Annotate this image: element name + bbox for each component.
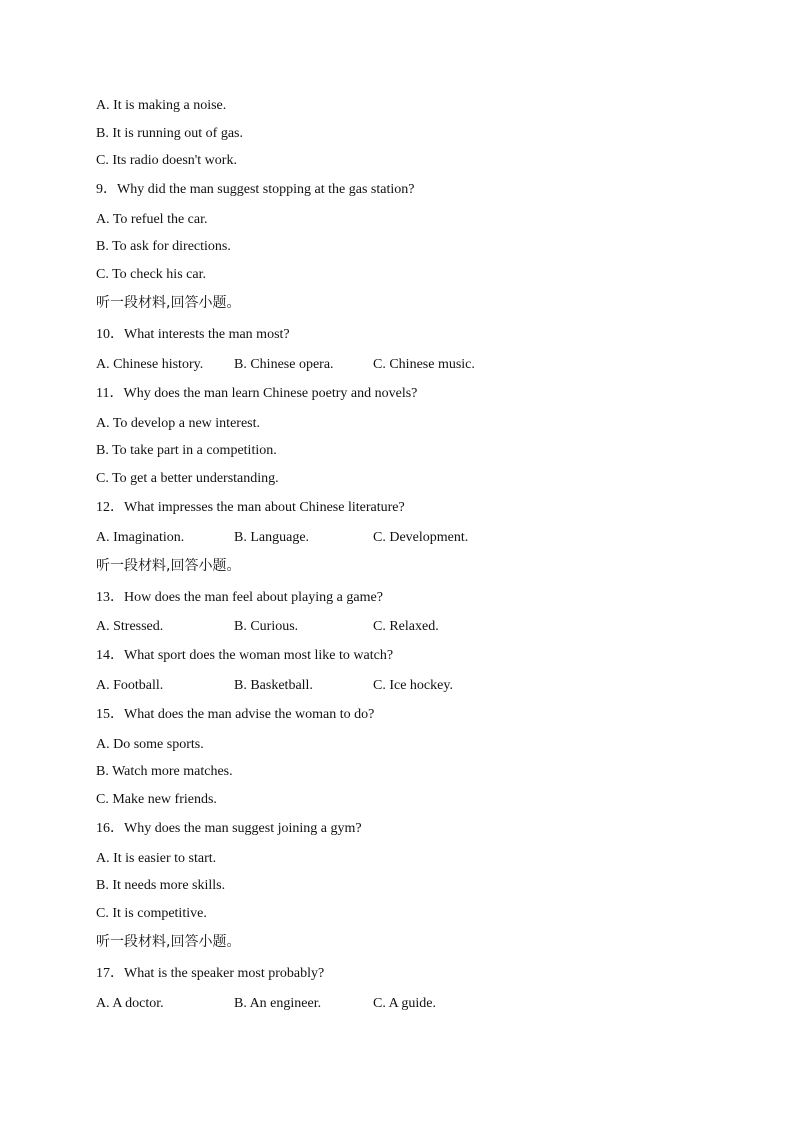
q13-option-a: A. Stressed.: [96, 619, 164, 634]
q12-question: 12．What impresses the man about Chinese literature?: [96, 500, 405, 515]
q12-options: [96, 529, 696, 547]
q16-option-c: C. It is competitive.: [96, 906, 207, 921]
q12-option-c: C. Development.: [373, 530, 469, 545]
q17-option-a: A. A doctor.: [96, 996, 164, 1011]
q13-options: [96, 618, 696, 636]
section-heading: 听一段材料,回答小题。: [96, 934, 241, 950]
q16-option-a: A. It is easier to start.: [96, 851, 217, 866]
q17-option-c: C. A guide.: [373, 996, 437, 1011]
q8-option-c: C. Its radio doesn't work.: [96, 153, 237, 168]
q15-option-c: C. Make new friends.: [96, 792, 217, 807]
q13-question: 13．How does the man feel about playing a game?: [96, 590, 383, 605]
q16-option-b: B. It needs more skills.: [96, 878, 226, 893]
q10-option-c: C. Chinese music.: [373, 357, 475, 372]
q11-option-c: C. To get a better understanding.: [96, 471, 279, 486]
q15-option-b: B. Watch more matches.: [96, 764, 233, 779]
q13-option-b: B. Curious.: [234, 619, 299, 634]
q14-option-c: C. Ice hockey.: [373, 678, 453, 693]
q9-option-b: B. To ask for directions.: [96, 239, 231, 254]
q9-question: 9．Why did the man suggest stopping at the gas station?: [96, 182, 415, 197]
q14-options: [96, 677, 696, 695]
q10-question: 10．What interests the man most?: [96, 327, 290, 342]
q15-option-a: A. Do some sports.: [96, 737, 204, 752]
q8-option-b: B. It is running out of gas.: [96, 126, 243, 141]
q17-option-b: B. An engineer.: [234, 996, 322, 1011]
q8-option-a: A. It is making a noise.: [96, 98, 227, 113]
q14-question: 14．What sport does the woman most like to watch?: [96, 648, 394, 663]
q15-question: 15．What does the man advise the woman to do?: [96, 707, 375, 722]
q11-question: 11．Why does the man learn Chinese poetry and novels?: [96, 386, 418, 401]
q11-option-b: B. To take part in a competition.: [96, 443, 277, 458]
section-heading: 听一段材料,回答小题。: [96, 295, 241, 311]
q12-option-a: A. Imagination.: [96, 530, 185, 545]
q11-option-a: A. To develop a new interest.: [96, 416, 260, 431]
q14-option-a: A. Football.: [96, 678, 164, 693]
q10-option-a: A. Chinese history.: [96, 357, 204, 372]
q17-options: [96, 995, 696, 1013]
q16-question: 16．Why does the man suggest joining a gym?: [96, 821, 362, 836]
q10-options: [96, 356, 696, 374]
section-heading: 听一段材料,回答小题。: [96, 558, 241, 574]
q9-option-a: A. To refuel the car.: [96, 212, 208, 227]
q14-option-b: B. Basketball.: [234, 678, 313, 693]
q12-option-b: B. Language.: [234, 530, 310, 545]
q10-option-b: B. Chinese opera.: [234, 357, 334, 372]
q17-question: 17．What is the speaker most probably?: [96, 966, 325, 981]
q9-option-c: C. To check his car.: [96, 267, 206, 282]
q13-option-c: C. Relaxed.: [373, 619, 439, 634]
